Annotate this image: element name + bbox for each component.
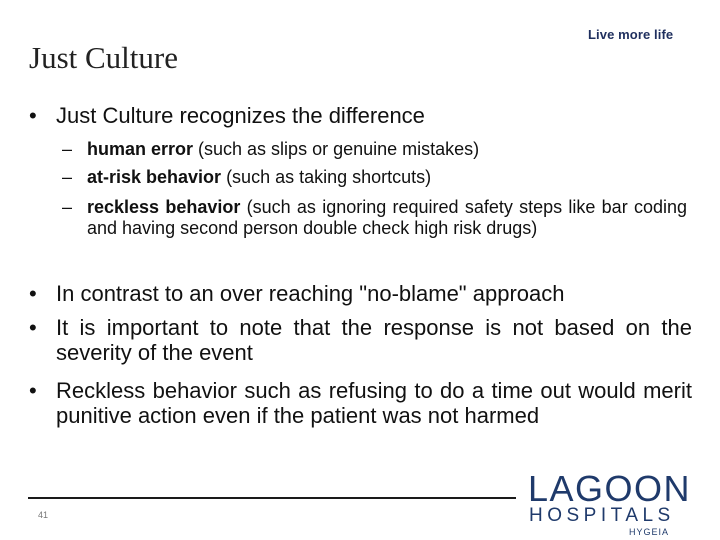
slide-title: Just Culture — [29, 40, 178, 75]
sub-item-term: reckless behavior — [87, 197, 241, 217]
bullet-dot-icon: • — [29, 378, 37, 403]
dash-icon: – — [62, 197, 73, 217]
bullet-text: It is important to note that the response is not based on the severity of the event — [56, 315, 692, 365]
bullet-dot-icon: • — [29, 281, 37, 306]
sub-item-desc: (such as taking shortcuts) — [221, 167, 432, 187]
sub-item-desc: (such as slips or genuine mistakes) — [193, 139, 480, 159]
sub-item-desc: (such as ignoring required safety steps like bar coding and having second person double check high risk drugs) — [87, 197, 687, 238]
bullet-text: Just Culture recognizes the difference — [56, 103, 425, 128]
logo-tag: HYGEIA — [629, 527, 670, 537]
logo-subtitle: HOSPITALS — [529, 505, 675, 526]
dash-icon: – — [62, 139, 73, 159]
dash-icon: – — [62, 167, 73, 187]
sub-item-text — [87, 167, 431, 188]
bullet-dot-icon: • — [29, 103, 37, 128]
lagoon-hospitals-logo — [520, 468, 692, 537]
sub-item-text — [87, 139, 479, 160]
footer-divider — [28, 497, 516, 499]
sub-item-term: at-risk behavior — [87, 167, 222, 187]
tagline-logo: Live more life — [588, 27, 674, 42]
bullet-text: Reckless behavior such as refusing to do a time out would merit punitive action even if the patient was not harmed — [56, 378, 692, 428]
bullet-dot-icon: • — [29, 315, 37, 340]
page-number: 41 — [38, 510, 49, 520]
sub-item-term: human error — [87, 139, 194, 159]
bullet-text: In contrast to an over reaching "no-blame" approach — [56, 281, 565, 306]
sub-item-text — [87, 197, 687, 239]
logo-wordmark: LAGOON — [528, 468, 692, 509]
